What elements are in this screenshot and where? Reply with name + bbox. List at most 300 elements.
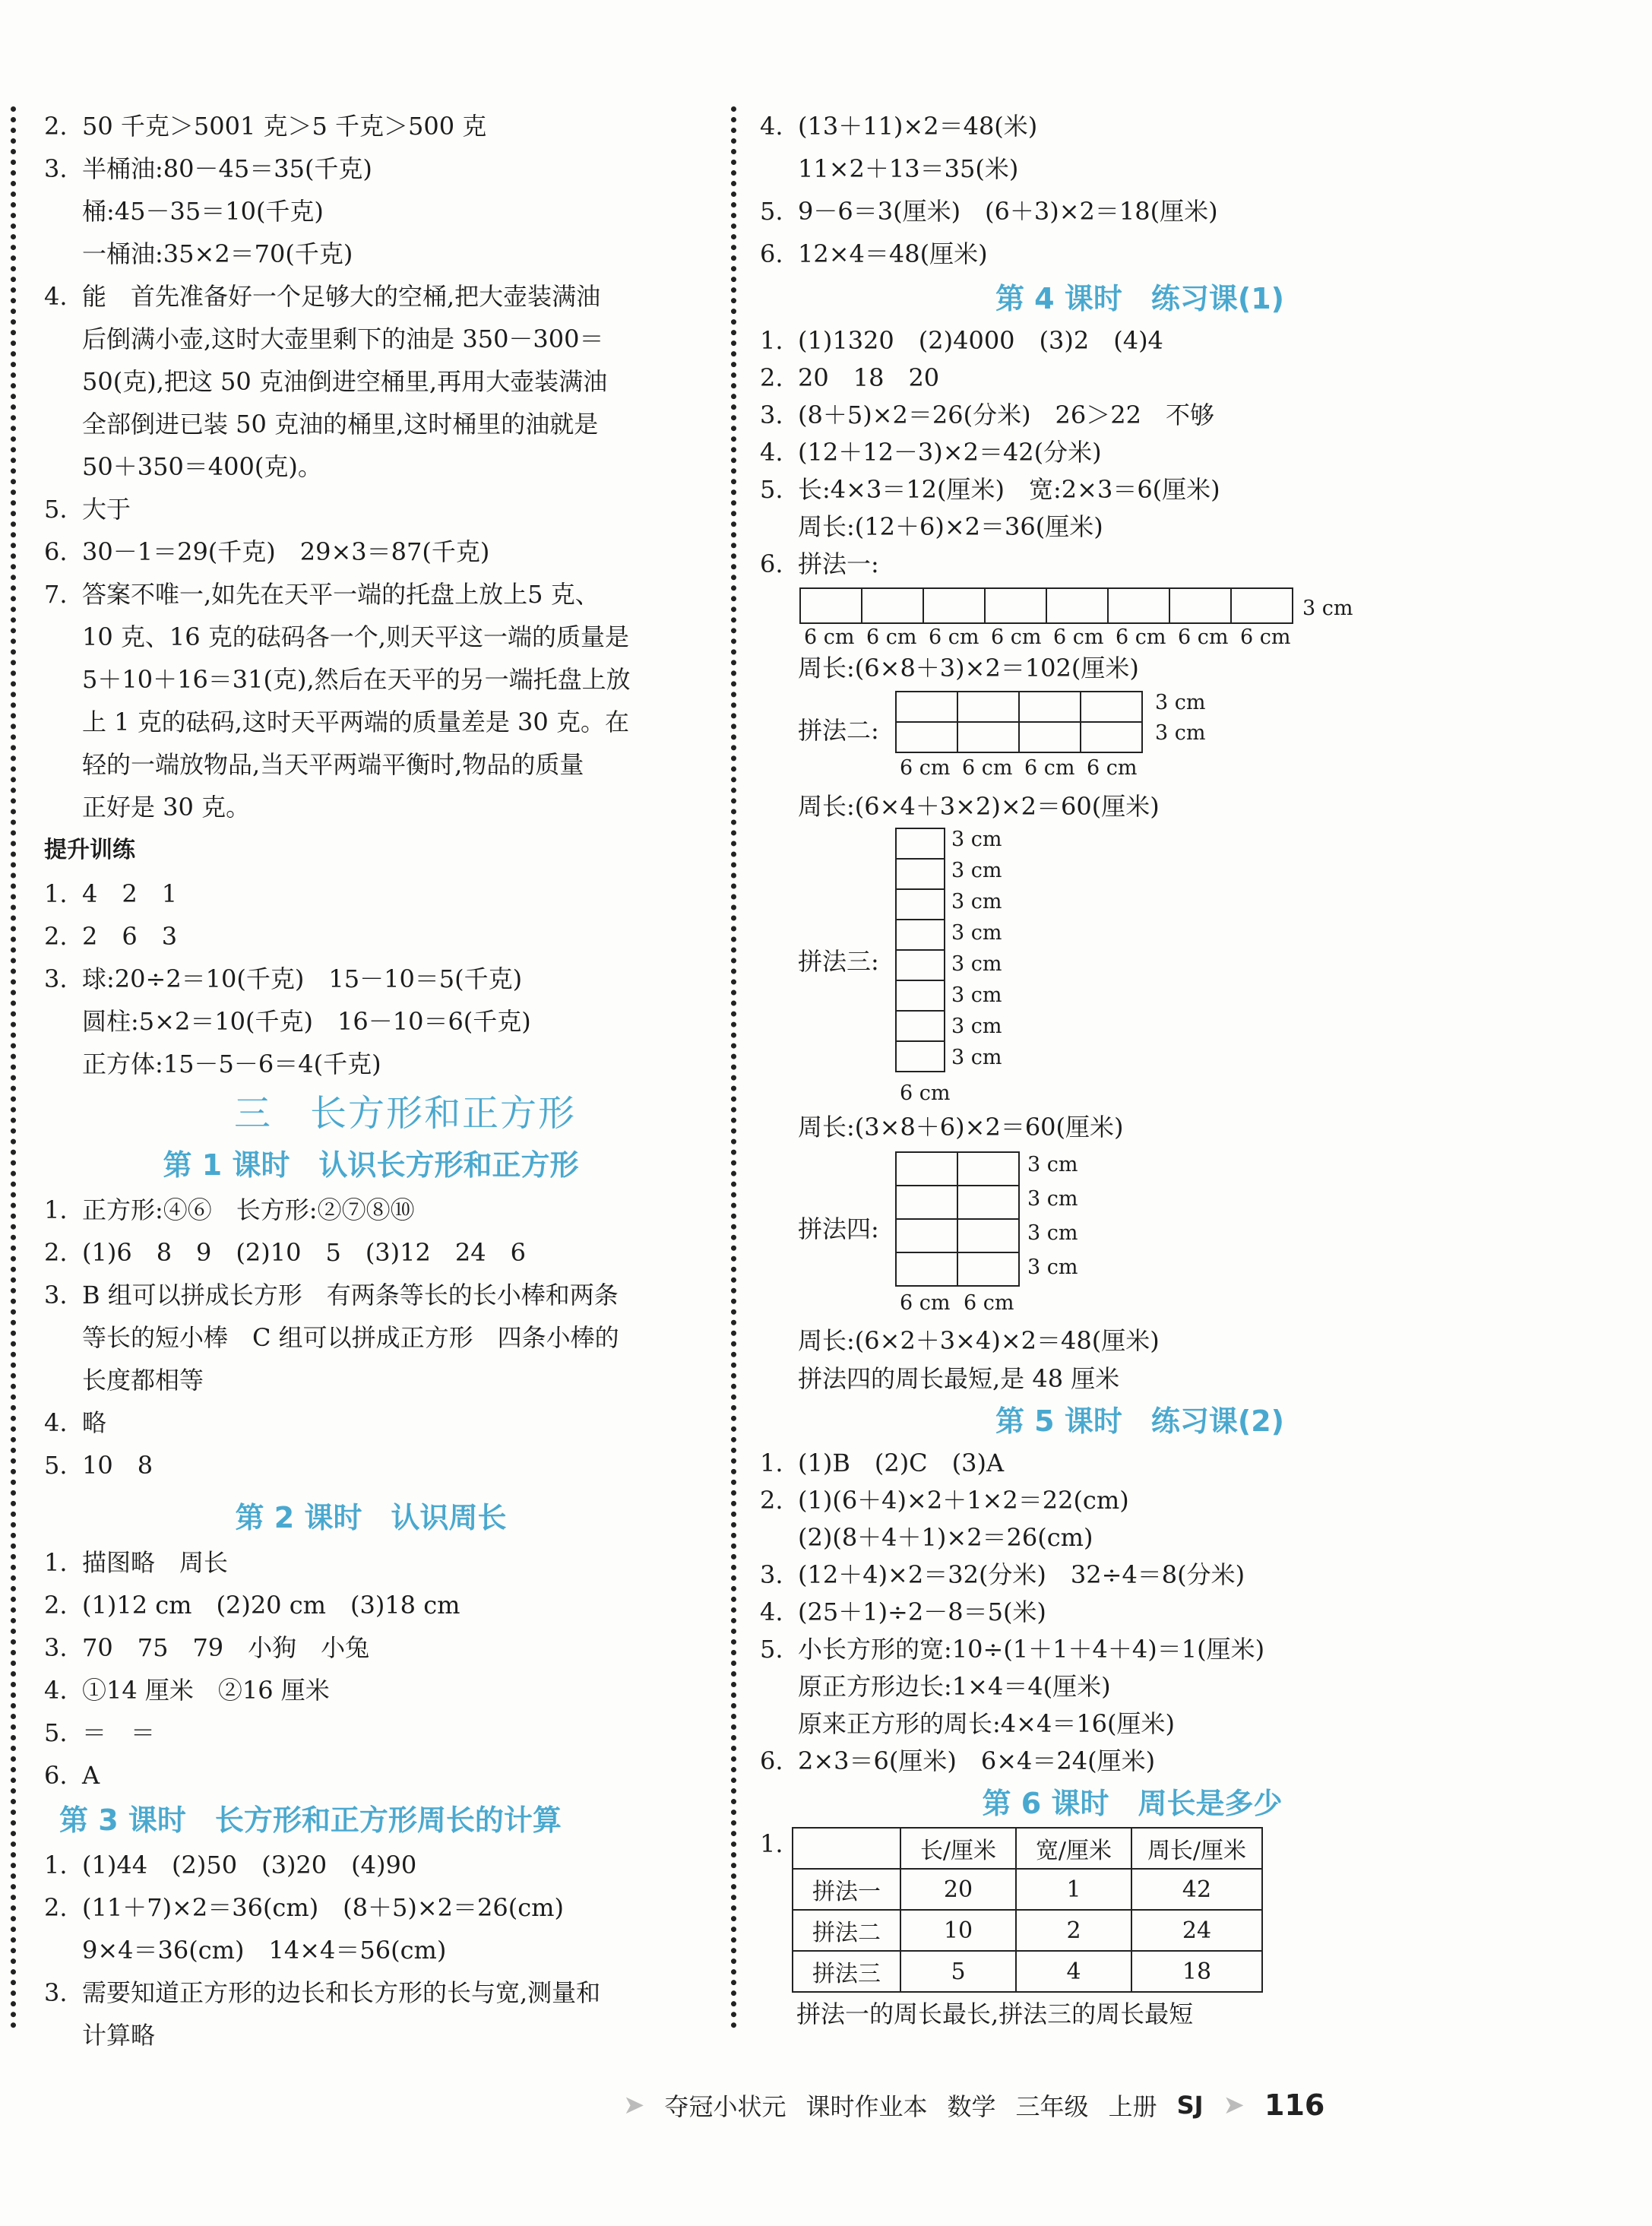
answer-line [44, 445, 698, 488]
table-row [793, 1869, 1262, 1910]
grid-cell [957, 1151, 1020, 1186]
dimension-label: 6 cm [900, 1081, 951, 1105]
answer-text: 4 2 1 [82, 879, 178, 908]
middle-divider-dots [731, 106, 736, 2029]
table-header-row [793, 1828, 1262, 1869]
dimension-label: 3 cm [951, 952, 1002, 976]
lesson2-title: 第 2 课时 认识周长 [235, 1501, 507, 1534]
grid-cell [957, 1218, 1020, 1253]
answer-line [44, 1231, 698, 1274]
lesson1-answers [44, 1189, 698, 1487]
dimension-label: 6 cm [991, 625, 1042, 649]
answer-text: (1)1320 (2)4000 (3)2 (4)4 [798, 326, 1163, 355]
answer-text: (1)12 cm (2)20 cm (3)18 cm [82, 1591, 460, 1620]
answer-text: (12＋4)×2＝32(分米) 32÷4＝8(分米) [798, 1560, 1245, 1589]
grid-cell [895, 721, 958, 753]
grid-row [897, 723, 1143, 753]
question-number: 6. [760, 549, 783, 578]
pinfa1-perimeter: 周长:(6×8＋3)×2＝102(厘米) [798, 654, 1139, 682]
question-number: 1. [44, 1195, 68, 1224]
dimension-label: 6 cm [1116, 625, 1166, 649]
pinfa4-diagram [798, 1147, 1626, 1322]
table-cell: 42 [1131, 1869, 1262, 1910]
footer-subject: 数学 [947, 2092, 996, 2121]
grid-cell [957, 721, 1020, 753]
answer-text: 10 8 [82, 1451, 153, 1480]
answer-text: 拼法一: [798, 549, 879, 578]
pinfa4-label: 拼法四: [798, 1214, 879, 1243]
answer-text: 能 首先准备好一个足够大的空桶,把大壶装满油 [82, 282, 601, 311]
pinfa2-label: 拼法二: [798, 716, 879, 745]
question-number: 5. [760, 1635, 783, 1664]
grid-cell [895, 949, 945, 981]
footer-arrow-icon: ➤ [623, 2090, 645, 2120]
table-cell: 1 [1016, 1869, 1131, 1910]
answer-line [44, 1971, 698, 2014]
grid-row [897, 890, 945, 920]
dimension-label: 6 cm [962, 756, 1013, 780]
question-number: 2. [44, 922, 68, 951]
grid-row [897, 829, 945, 860]
answer-text: ①14 厘米 ②16 厘米 [82, 1676, 330, 1705]
grid-cell [799, 587, 862, 624]
question-number: 3. [44, 154, 68, 183]
pinfa1-height-label: 3 cm [1302, 597, 1353, 620]
answer-line [44, 147, 698, 190]
answer-line [760, 190, 1626, 233]
answer-line [760, 359, 1626, 397]
grid-cell [895, 858, 945, 890]
answer-line [44, 616, 698, 658]
pinfa2-perimeter: 周长:(6×4＋3×2)×2＝60(厘米) [798, 792, 1160, 821]
answer-text: 周长:(12＋6)×2＝36(厘米) [798, 512, 1103, 541]
answer-text: A [82, 1761, 100, 1790]
dimension-label: 6 cm [929, 625, 979, 649]
grid-cell [895, 980, 945, 1012]
answer-line [44, 1844, 698, 1886]
dimension-label: 6 cm [1053, 625, 1104, 649]
grid-cell [895, 1040, 945, 1072]
answer-text: 等长的短小棒 C 组可以拼成正方形 四条小棒的 [82, 1323, 619, 1352]
answer-line [760, 546, 1626, 583]
table-cell: 10 [900, 1910, 1016, 1951]
answer-line [44, 743, 698, 786]
right-column [760, 105, 1626, 2035]
answer-line [760, 322, 1626, 359]
grid-cell [1080, 721, 1143, 753]
answer-line [44, 1274, 698, 1316]
page-number: 116 [1264, 2088, 1325, 2122]
answer-line [44, 1359, 698, 1401]
page-footer [623, 2082, 1641, 2128]
dimension-label: 6 cm [1024, 756, 1075, 780]
question-number: 3. [44, 1281, 68, 1309]
pinfa3-perimeter: 周长:(3×8＋6)×2＝60(厘米) [798, 1113, 1124, 1141]
grid-cell [895, 1218, 958, 1253]
table-header-cell [793, 1828, 900, 1869]
answer-text: 长度都相等 [82, 1366, 204, 1395]
dimension-label: 3 cm [1027, 1187, 1078, 1211]
pinfa3-grid [897, 828, 1002, 1105]
dimension-label: 6 cm [1240, 625, 1291, 649]
answer-text: 答案不唯一,如先在天平一端的托盘上放上5 克、 [82, 580, 600, 609]
answer-text: (25＋1)÷2－8＝5(米) [798, 1597, 1046, 1626]
answer-line [760, 1445, 1626, 1482]
answer-line [44, 573, 698, 616]
grid-cell [895, 1010, 945, 1042]
dimension-label: 6 cm [866, 625, 917, 649]
answer-text: (2)(8＋4＋1)×2＝26(cm) [798, 1523, 1093, 1552]
question-number: 5. [44, 1718, 68, 1747]
question-number: 4. [760, 438, 783, 467]
answer-line [44, 275, 698, 318]
answer-text: 球:20÷2＝10(千克) 15－10＝5(千克) [82, 964, 523, 993]
table-cell: 18 [1131, 1951, 1262, 1992]
answer-line [44, 1541, 698, 1584]
grid-row [897, 1220, 1020, 1253]
answer-line [44, 872, 698, 915]
question-number: 4. [760, 1597, 783, 1626]
grid-row [897, 1153, 1020, 1186]
answer-text: 小长方形的宽:10÷(1＋1＋4＋4)＝1(厘米) [798, 1635, 1265, 1664]
answer-line [760, 105, 1626, 147]
dimension-label: 3 cm [951, 890, 1002, 914]
table-note: 拼法一的周长最长,拼法三的周长最短 [796, 2000, 1194, 2028]
left-column [44, 105, 698, 2057]
question-number: 1. [44, 879, 68, 908]
grid-cell [895, 691, 958, 723]
answer-text: 50(克),把这 50 克油倒进空桶里,再用大壶装满油 [82, 367, 608, 396]
answer-line [44, 1189, 698, 1231]
answer-text: 圆柱:5×2＝10(千克) 16－10＝6(千克) [82, 1007, 531, 1036]
grid-cell [895, 1151, 958, 1186]
dimension-label: 3 cm [951, 1015, 1002, 1038]
table-cell: 20 [900, 1869, 1016, 1910]
table-cell: 4 [1016, 1951, 1131, 1992]
question-number: 1. [760, 1449, 783, 1477]
answer-text: 上 1 克的砝码,这时天平两端的质量差是 30 克。在 [82, 708, 629, 736]
grid-cell [895, 1185, 958, 1220]
answer-line [760, 1705, 1626, 1743]
grid-cell [984, 587, 1047, 624]
footer-volume: 上册 [1108, 2092, 1157, 2121]
answer-line [44, 403, 698, 445]
answer-line [44, 233, 698, 275]
question-number: 5. [44, 495, 68, 524]
grid-row [897, 1042, 945, 1072]
left-binding-dots [11, 106, 16, 2029]
chapter-title: 三 长方形和正方形 [233, 1092, 576, 1135]
answer-line [44, 360, 698, 403]
table-header-cell: 宽/厘米 [1016, 1828, 1131, 1869]
answer-text: 后倒满小壶,这时大壶里剩下的油是 350－300＝ [82, 325, 604, 353]
footer-brand: 夺冠小状元 [664, 2092, 786, 2121]
table-cell: 2 [1016, 1910, 1131, 1951]
answer-text: 略 [82, 1408, 107, 1437]
question-number: 2. [44, 1591, 68, 1620]
answer-line [44, 190, 698, 233]
grid-cell [1080, 691, 1143, 723]
lesson3-title: 第 3 课时 长方形和正方形周长的计算 [59, 1803, 562, 1837]
question-number: 2. [44, 112, 68, 141]
answer-text: 11×2＋13＝35(米) [798, 154, 1019, 183]
answer-text: 12×4＝48(厘米) [798, 239, 988, 268]
grid-cell [895, 919, 945, 951]
answer-line [44, 1584, 698, 1626]
question-number: 2. [44, 1893, 68, 1922]
dimension-label: 6 cm [1178, 625, 1229, 649]
grid-row [897, 951, 945, 981]
lesson6-question [760, 1827, 1626, 1993]
question-number: 3. [44, 1633, 68, 1662]
pinfa2-diagram [798, 688, 1626, 787]
question-number: 1. [44, 1548, 68, 1577]
dimension-label: 3 cm [1027, 1153, 1078, 1176]
grid-cell [895, 1252, 958, 1287]
question-number: 6. [760, 239, 783, 268]
dimension-label: 3 cm [1027, 1221, 1078, 1245]
question-number: 7. [44, 580, 68, 609]
table-cell: 拼法一 [793, 1869, 900, 1910]
answer-text: 原来正方形的周长:4×4＝16(厘米) [798, 1709, 1176, 1738]
lesson4-answers [760, 322, 1626, 583]
answer-line [760, 1668, 1626, 1705]
answer-line [44, 1444, 698, 1487]
table-header-cell: 长/厘米 [900, 1828, 1016, 1869]
answer-text: (1)B (2)C (3)A [798, 1449, 1005, 1477]
answer-text: 5＋10＋16＝31(克),然后在天平的另一端托盘上放 [82, 665, 631, 694]
answer-line [44, 488, 698, 530]
dimension-label: 3 cm [951, 921, 1002, 945]
answer-line [760, 508, 1626, 546]
answer-text: 一桶油:35×2＝70(千克) [82, 239, 353, 268]
grid-cell [1230, 587, 1293, 624]
question-number: 4. [44, 282, 68, 311]
answer-text: 30－1＝29(千克) 29×3＝87(千克) [82, 537, 490, 566]
lesson4-title: 第 4 课时 练习课(1) [995, 282, 1285, 315]
answer-line [44, 1886, 698, 1929]
answer-text: (1)44 (2)50 (3)20 (4)90 [82, 1851, 417, 1879]
answer-text: 2×3＝6(厘米) 6×4＝24(厘米) [798, 1746, 1156, 1775]
dimension-label: 3 cm [951, 859, 1002, 882]
question-number: 5. [44, 1451, 68, 1480]
answer-line [44, 105, 698, 147]
answer-text: 全部倒进已装 50 克油的桶里,这时桶里的油就是 [82, 410, 599, 439]
lesson3-answers [44, 1844, 698, 2057]
answer-line [44, 915, 698, 958]
lesson1-title: 第 1 课时 认识长方形和正方形 [163, 1148, 579, 1182]
pinfa4-perimeter: 周长:(6×2＋3×4)×2＝48(厘米) [798, 1326, 1160, 1355]
grid-cell [1018, 691, 1081, 723]
answer-line [760, 147, 1626, 190]
pinfa1-grid [801, 589, 1626, 624]
answer-line [44, 1316, 698, 1359]
answer-text: 正好是 30 克。 [82, 793, 251, 822]
question-number: 4. [760, 112, 783, 141]
answer-text: 长:4×3＝12(厘米) 宽:2×3＝6(厘米) [798, 475, 1220, 504]
dimension-label: 6 cm [964, 1291, 1014, 1315]
answer-line [44, 701, 698, 743]
answer-line [44, 1000, 698, 1043]
answer-text: 20 18 20 [798, 363, 940, 392]
lesson6-title: 第 6 课时 周长是多少 [982, 1787, 1283, 1820]
grid-cell [957, 1185, 1020, 1220]
question-number: 4. [44, 1676, 68, 1705]
right-answers-block1 [760, 105, 1626, 275]
dimension-label: 3 cm [1155, 691, 1206, 714]
perimeter-table [792, 1827, 1263, 1993]
answer-text: 50＋350＝400(克)。 [82, 452, 322, 481]
lesson2-answers [44, 1541, 698, 1797]
pinfa3-label: 拼法三: [798, 947, 879, 976]
answer-text: 9－6＝3(厘米) (6＋3)×2＝18(厘米) [798, 197, 1218, 226]
question-number: 3. [44, 1978, 68, 2007]
dimension-label: 3 cm [1027, 1255, 1078, 1279]
answer-line [760, 1556, 1626, 1594]
question-number: 2. [760, 363, 783, 392]
answer-line [760, 1594, 1626, 1631]
grid-cell [1169, 587, 1232, 624]
dimension-label: 3 cm [951, 983, 1002, 1007]
pinfa1-diagram [801, 589, 1626, 648]
table-cell: 拼法二 [793, 1910, 900, 1951]
answer-text: (12＋12－3)×2＝42(分米) [798, 438, 1102, 467]
answer-line [760, 434, 1626, 471]
answer-line [760, 1482, 1626, 1519]
lesson5-title: 第 5 课时 练习课(2) [995, 1404, 1285, 1438]
question-number: 5. [760, 475, 783, 504]
dimension-label: 6 cm [1087, 756, 1138, 780]
answer-text: 10 克、16 克的砝码各一个,则天平这一端的质量是 [82, 622, 629, 651]
grid-row [897, 981, 945, 1012]
answer-text: 70 75 79 小狗 小兔 [82, 1633, 370, 1662]
footer-edition: SJ [1176, 2091, 1204, 2120]
left-answers-block1 [44, 105, 698, 828]
answer-line [760, 1743, 1626, 1780]
answer-text: 正方形:④⑥ 长方形:②⑦⑧⑩ [82, 1195, 415, 1224]
answer-line [760, 233, 1626, 275]
table-cell: 24 [1131, 1910, 1262, 1951]
lesson6-number: 1. [760, 1829, 783, 1858]
answer-line [44, 1711, 698, 1754]
question-number: 1. [760, 326, 783, 355]
lesson5-answers [760, 1445, 1626, 1780]
grid-cell [957, 691, 1020, 723]
pinfa-conclusion: 拼法四的周长最短,是 48 厘米 [798, 1364, 1120, 1393]
answer-text: (1)6 8 9 (2)10 5 (3)12 24 6 [82, 1238, 526, 1267]
answer-text: 计算略 [82, 2021, 156, 2050]
question-number: 3. [760, 401, 783, 429]
answer-line [44, 1754, 698, 1797]
pinfa3-diagram [798, 826, 1626, 1107]
tisheng-title: 提升训练 [44, 837, 135, 863]
answer-line [44, 1669, 698, 1711]
question-number: 6. [44, 537, 68, 566]
grid-row [897, 860, 945, 890]
answer-text: ＝ ＝ [82, 1718, 156, 1747]
dimension-label: 6 cm [804, 625, 855, 649]
answer-text: 半桶油:80－45＝35(千克) [82, 154, 372, 183]
answer-line [44, 1626, 698, 1669]
answer-line [44, 1043, 698, 1085]
grid-row [897, 1012, 945, 1042]
table-cell: 5 [900, 1951, 1016, 1992]
answer-text: 轻的一端放物品,当天平两端平衡时,物品的质量 [82, 750, 584, 779]
answer-text: 50 千克＞5001 克＞5 千克＞500 克 [82, 112, 487, 141]
grid-cell [895, 888, 945, 920]
answer-line [760, 471, 1626, 508]
table-row [793, 1951, 1262, 1992]
pinfa2-grid [897, 691, 1206, 780]
answer-text: (13＋11)×2＝48(米) [798, 112, 1038, 141]
question-number: 6. [760, 1746, 783, 1775]
answer-text: 9×4＝36(cm) 14×4＝56(cm) [82, 1936, 447, 1965]
answer-line [44, 530, 698, 573]
answer-text: (8＋5)×2＝26(分米) 26＞22 不够 [798, 401, 1214, 429]
answer-text: 需要知道正方形的边长和长方形的长与宽,测量和 [82, 1978, 601, 2007]
pinfa4-grid [897, 1153, 1078, 1315]
answer-line [760, 1519, 1626, 1556]
answer-text: 描图略 周长 [82, 1548, 229, 1577]
grid-cell [1107, 587, 1170, 624]
answer-line [44, 658, 698, 701]
answer-line [44, 786, 698, 828]
answer-text: 桶:45－35＝10(千克) [82, 197, 324, 226]
question-number: 1. [44, 1851, 68, 1879]
question-number: 4. [44, 1408, 68, 1437]
answer-line [44, 1401, 698, 1444]
answer-text: (1)(6＋4)×2＋1×2＝22(cm) [798, 1486, 1129, 1515]
table-header-cell: 周长/厘米 [1131, 1828, 1262, 1869]
question-number: 5. [760, 197, 783, 226]
dimension-label: 6 cm [900, 1291, 951, 1315]
grid-cell [923, 587, 986, 624]
dimension-label: 3 cm [951, 828, 1002, 851]
dimension-label: 6 cm [900, 756, 951, 780]
grid-row [897, 1186, 1020, 1220]
answer-line [44, 1929, 698, 1971]
grid-cell [895, 828, 945, 860]
grid-row [897, 692, 1143, 723]
answer-line [44, 2014, 698, 2057]
answer-text: B 组可以拼成长方形 有两条等长的长小棒和两条 [82, 1281, 619, 1309]
dimension-label: 3 cm [1155, 721, 1206, 745]
answer-text: 2 6 3 [82, 922, 178, 951]
footer-grade: 三年级 [1015, 2092, 1089, 2121]
grid-row [897, 1253, 1020, 1287]
grid-row [897, 920, 945, 951]
grid-cell [957, 1252, 1020, 1287]
footer-arrow-icon-2: ➤ [1223, 2090, 1245, 2120]
grid-cell [861, 587, 924, 624]
question-number: 3. [44, 964, 68, 993]
answer-text: 原正方形边长:1×4＝4(厘米) [798, 1672, 1111, 1701]
answer-line [44, 318, 698, 360]
question-number: 3. [760, 1560, 783, 1589]
table-row [793, 1910, 1262, 1951]
table-cell: 拼法三 [793, 1951, 900, 1992]
left-answers-block2 [44, 872, 698, 1085]
answer-line [760, 397, 1626, 434]
answer-text: 大于 [82, 495, 131, 524]
footer-book: 课时作业本 [805, 2092, 928, 2121]
answer-text: (11＋7)×2＝36(cm) (8＋5)×2＝26(cm) [82, 1893, 564, 1922]
grid-cell [1018, 721, 1081, 753]
answer-text: 正方体:15－5－6＝4(千克) [82, 1050, 381, 1078]
answer-line [760, 1631, 1626, 1668]
grid-cell [1046, 587, 1109, 624]
question-number: 2. [44, 1238, 68, 1267]
